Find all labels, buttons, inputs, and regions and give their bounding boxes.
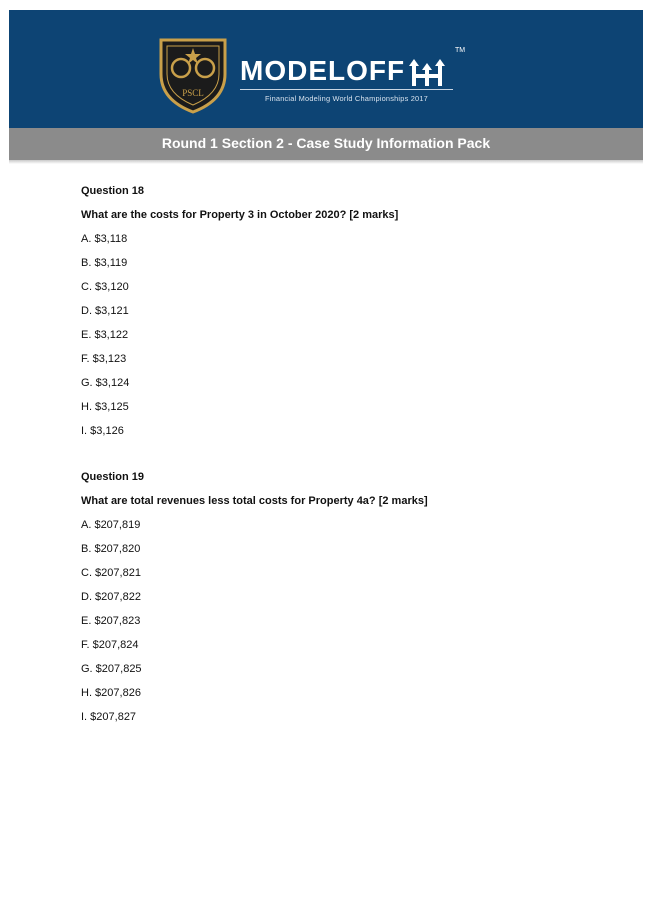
block-spacer (81, 448, 621, 470)
answer-option: E. $3,122 (81, 329, 129, 341)
answer-option: B. $3,119 (81, 257, 128, 269)
brand-name: MODELOFF (240, 55, 406, 86)
brand-tagline: Financial Modeling World Championships 2017 (265, 94, 428, 103)
answer-option: F. $207,824 (81, 639, 139, 651)
section-title: Round 1 Section 2 - Case Study Information Pack (161, 135, 491, 151)
answer-option: H. $3,125 (81, 401, 129, 413)
question-title: Question 19 (81, 471, 144, 483)
answer-option: C. $207,821 (81, 567, 141, 579)
answer-option: G. $3,124 (81, 377, 130, 389)
answer-option: I. $3,126 (81, 425, 124, 437)
title-bar-shadow (9, 160, 643, 164)
question-block (81, 470, 621, 734)
answer-option: A. $3,118 (81, 233, 128, 245)
answer-option: E. $207,823 (81, 615, 141, 627)
answer-option: F. $3,123 (81, 353, 127, 365)
question-text: What are total revenues less total costs for Property 4a? [2 marks] (81, 495, 428, 507)
answer-option: H. $207,826 (81, 687, 141, 699)
question-block (81, 184, 621, 448)
answer-option: B. $207,820 (81, 543, 141, 555)
question-text: What are the costs for Property 3 in October 2020? [2 marks] (81, 209, 399, 221)
answer-option: D. $207,822 (81, 591, 141, 603)
answer-option: A. $207,819 (81, 519, 141, 531)
answer-option: I. $207,827 (81, 711, 137, 723)
trademark-symbol: TM (455, 47, 466, 54)
answer-option: G. $207,825 (81, 663, 142, 675)
rising-arrows-icon (407, 56, 449, 88)
shield-text: PSCL (182, 88, 204, 98)
document-body (81, 184, 621, 734)
tagline-divider (240, 89, 453, 90)
question-title: Question 18 (81, 185, 144, 197)
answer-option: D. $3,121 (81, 305, 129, 317)
answer-option: C. $3,120 (81, 281, 129, 293)
pscl-shield-logo (157, 34, 229, 114)
section-title-bar (9, 128, 643, 160)
